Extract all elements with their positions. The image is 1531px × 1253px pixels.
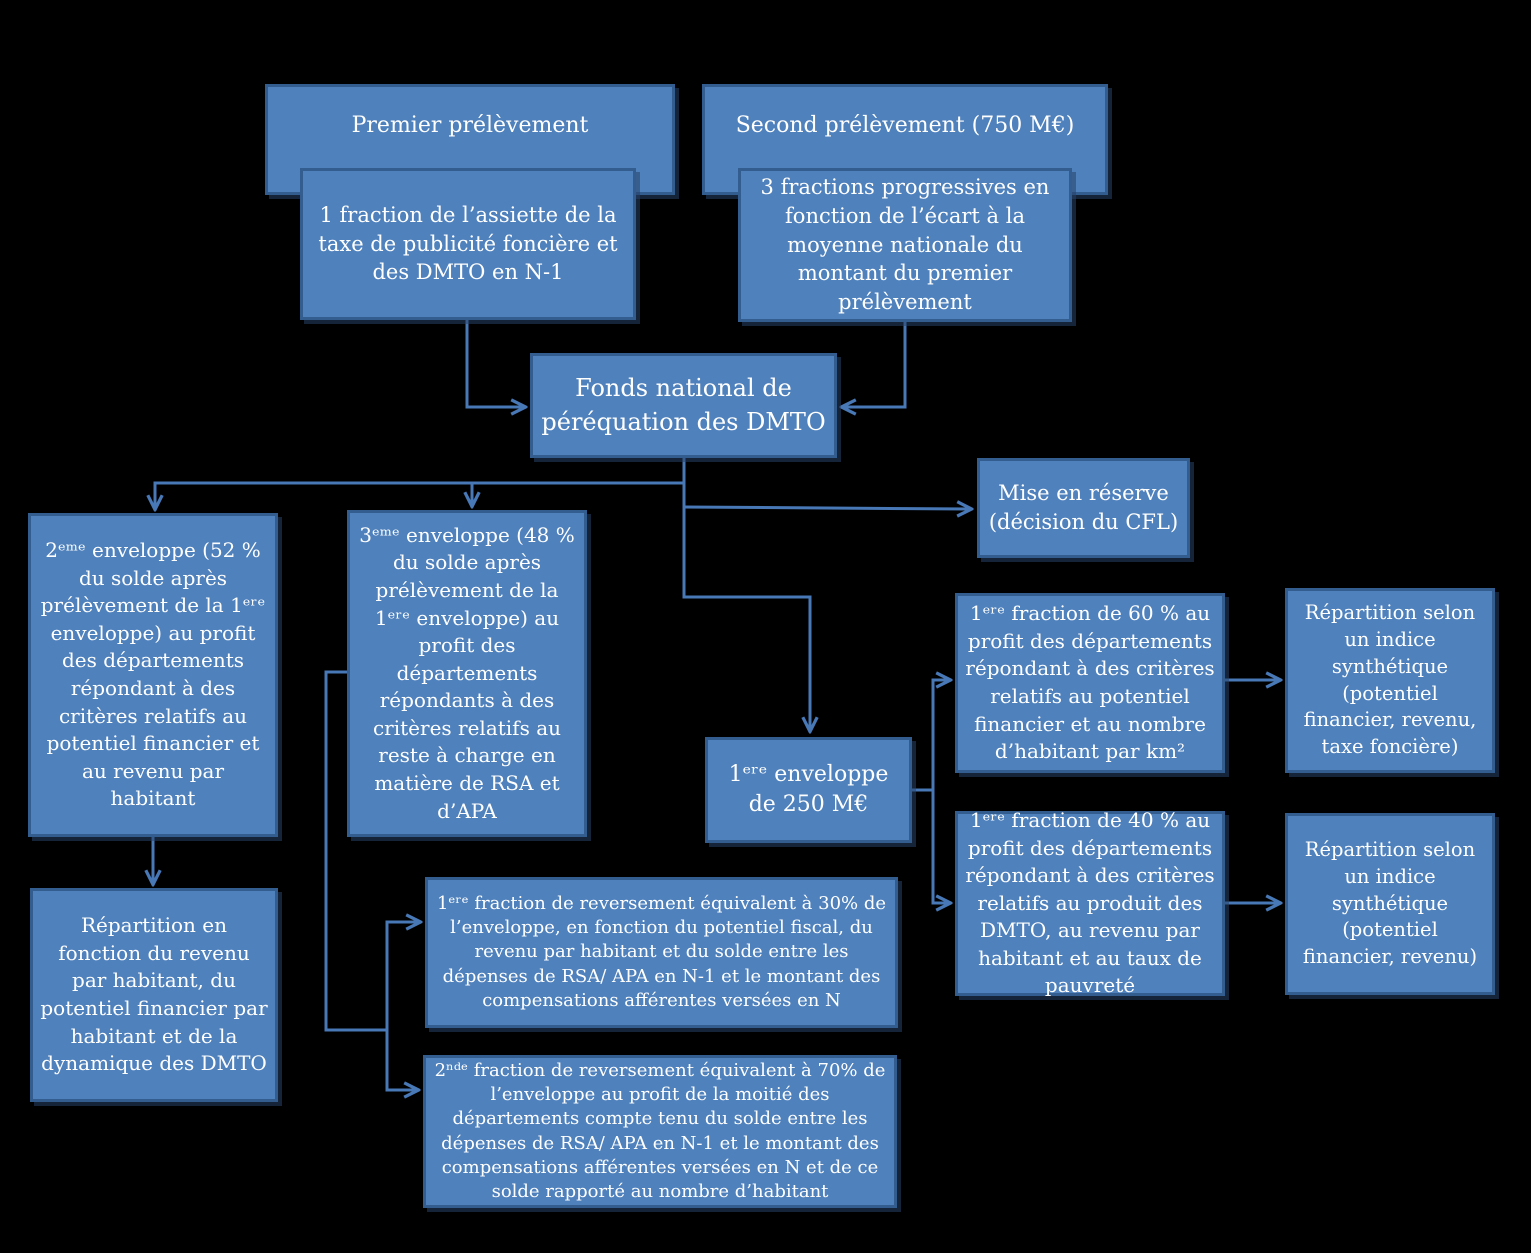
fraction-40-label: 1ᵉʳᵉ fraction de 40 % au profit des départements répondant à des critères relatifs au produit des DMTO, au revenu par habitant et au taux de pauvreté xyxy=(965,807,1215,998)
arrow-enveloppe1-to-fraction40 xyxy=(933,790,947,903)
second-prelevement-detail-box xyxy=(738,168,1072,322)
arrow-fonds-to-enveloppe2 xyxy=(155,483,684,506)
fonds-national-box xyxy=(530,353,837,458)
arrow-fonds-to-mise-en-reserve xyxy=(684,507,968,509)
enveloppe-2-box xyxy=(28,513,278,837)
repartition-gauche-label: Répartition en fonction du revenu par habitant, du potentiel financier par habitant et de la dynamique des DMTO xyxy=(40,913,268,1076)
arrow-enveloppe3-to-reversement70 xyxy=(387,1030,415,1090)
fraction-reversement-70-label: 2ⁿᵈᵉ fraction de reversement équivalent à 70% de l’enveloppe au profit de la moitié des départements compte tenu du solde entre les dépenses de RSA/ APA en N-1 et le montant des compensations afférentes versées en N et de ce solde rapporté au nombre d’habitant xyxy=(434,1059,886,1203)
arrow-second-to-fonds xyxy=(845,322,905,407)
premier-prelevement-detail-label: 1 fraction de l’assiette de la taxe de publicité foncière et des DMTO en N-1 xyxy=(318,202,618,285)
mise-en-reserve-box xyxy=(977,458,1190,558)
second-prelevement-detail-label: 3 fractions progressives en fonction de l’écart à la moyenne nationale du montant du premier prélèvement xyxy=(760,174,1050,315)
fraction-60-label: 1ᵉʳᵉ fraction de 60 % au profit des départements répondant à des critères relatifs au potentiel financier et au nombre d’habitant par km² xyxy=(965,601,1215,764)
fraction-60-box xyxy=(955,593,1225,773)
fonds-national-label: Fonds national de péréquation des DMTO xyxy=(541,374,826,436)
enveloppe-3-label: 3ᵉᵐᵉ enveloppe (48 % du solde après prélèvement de la 1ᵉʳᵉ enveloppe) au profit des départements répondants à des critères relatifs au reste à charge en matière de RSA et d’APA xyxy=(359,522,575,823)
repartition-indice-2-box xyxy=(1285,813,1495,995)
arrow-enveloppe3-to-reversement30 xyxy=(387,922,417,1030)
fraction-reversement-30-label: 1ᵉʳᵉ fraction de reversement équivalent à 30% de l’enveloppe, en fonction du potentiel fiscal, du revenu par habitant et du solde entre les dépenses de RSA/ APA en N-1 et le montant des compensations afférentes versées en N xyxy=(436,892,887,1011)
arrow-premier-to-fonds xyxy=(467,320,522,407)
fraction-reversement-70-box xyxy=(423,1055,897,1208)
repartition-indice-2-label: Répartition selon un indice synthétique (potentiel financier, revenu) xyxy=(1302,837,1478,969)
enveloppe-1-box xyxy=(705,737,912,843)
enveloppe-1-label: 1ᵉʳᵉ enveloppe de 250 M€ xyxy=(728,761,889,817)
repartition-indice-1-box xyxy=(1285,588,1495,773)
second-prelevement-label: Second prélèvement (750 M€) xyxy=(735,113,1075,138)
premier-prelevement-detail-box xyxy=(300,168,636,320)
fraction-reversement-30-box xyxy=(425,877,898,1028)
line-fonds-main-elbow xyxy=(684,458,810,728)
enveloppe-2-label: 2ᵉᵐᵉ enveloppe (52 % du solde après prélèvement de la 1ᵉʳᵉ enveloppe) au profit des départements répondant à des critères relatifs au potentiel financier et au revenu par habitant xyxy=(40,538,266,811)
fraction-40-box xyxy=(955,807,1225,998)
repartition-gauche-box xyxy=(30,888,278,1102)
premier-prelevement-label: Premier prélèvement xyxy=(351,113,589,138)
repartition-indice-1-label: Répartition selon un indice synthétique (potentiel financier, revenu, taxe foncière) xyxy=(1303,600,1477,759)
mise-en-reserve-label: Mise en réserve (décision du CFL) xyxy=(988,481,1179,534)
arrow-enveloppe1-to-fraction60 xyxy=(933,680,947,790)
enveloppe-3-box xyxy=(347,510,587,837)
